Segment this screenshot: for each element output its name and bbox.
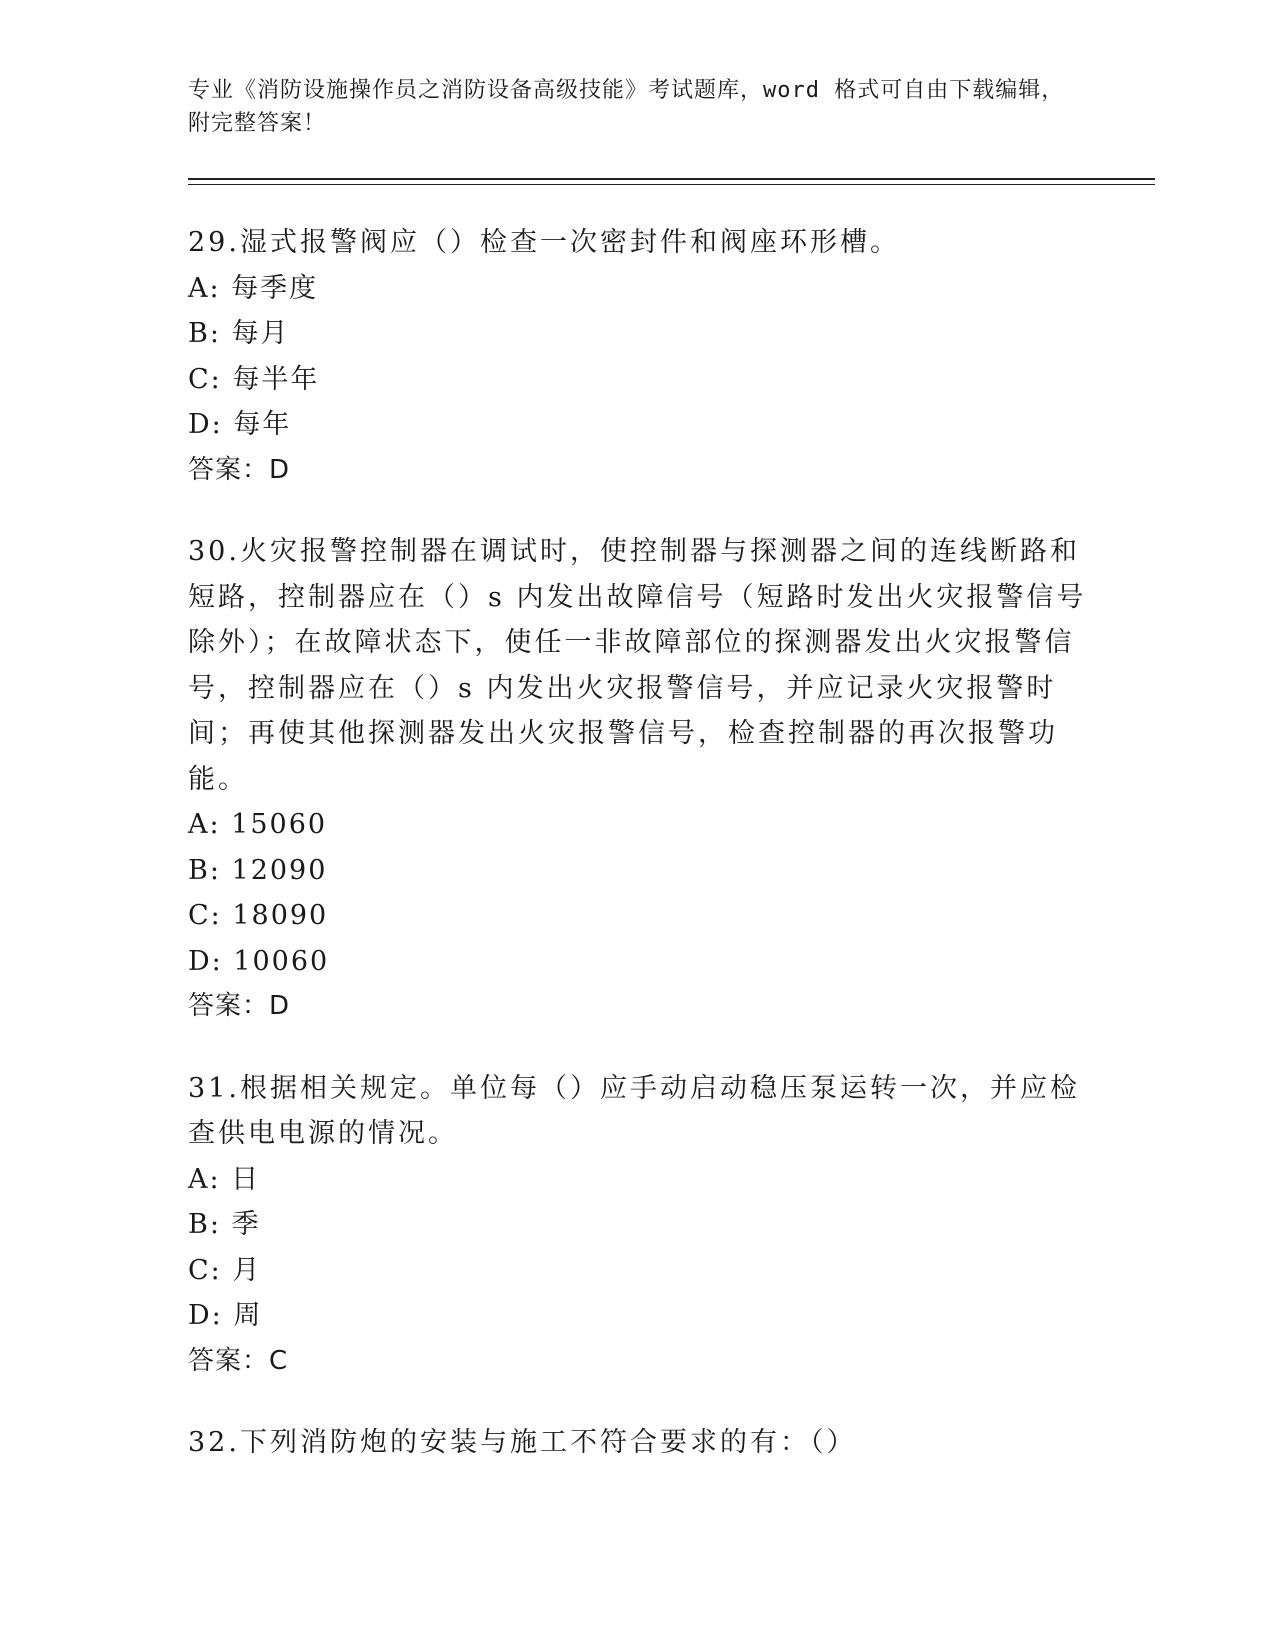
option-a: A: 15060 [188, 809, 328, 840]
question-30 [188, 529, 1088, 1030]
document-header: 专业《消防设施操作员之消防设备高级技能》考试题库，word 格式可自由下载编辑，附完整答案！ [188, 78, 1065, 136]
option-b: B: 每月 [188, 318, 290, 349]
option-d: D: 每年 [188, 409, 292, 440]
question-text: 31.根据相关规定。单位每（）应手动启动稳压泵运转一次，并应检查供电电源的情况。 [188, 1072, 1080, 1149]
answer: 答案：D [188, 454, 291, 485]
question-text: 30.火灾报警控制器在调试时，使控制器与探测器之间的连线断路和短路，控制器应在（）s 内发出故障信号（短路时发出火灾报警信号除外）；在故障状态下，使任一非故障部位的探测器发出火灾报警信号，控制器应在（）s 内发出火灾报警信号，并应记录火灾报警时间；再使其他探测器发出火灾报警信号，检查控制器的再次报警功能。 [188, 536, 1087, 795]
question-text: 29.湿式报警阀应（）检查一次密封件和阀座环形槽。 [188, 227, 900, 258]
question-list [188, 220, 1088, 1502]
question-29 [188, 220, 1088, 493]
option-a: A: 每季度 [188, 272, 319, 304]
option-c: C: 月 [188, 1254, 262, 1286]
question-31 [188, 1066, 1088, 1385]
option-d: D: 周 [188, 1300, 263, 1331]
header-divider-thin [188, 184, 1155, 185]
option-c: C: 每半年 [188, 363, 320, 395]
option-d: D: 10060 [188, 945, 330, 977]
option-b: B: 季 [188, 1209, 261, 1240]
option-c: C: 18090 [188, 900, 329, 931]
option-a: A: 日 [188, 1163, 261, 1195]
answer: 答案：D [188, 991, 291, 1021]
answer: 答案：C [188, 1345, 289, 1376]
question-32 [188, 1420, 1088, 1466]
header-divider-thick [188, 178, 1155, 180]
option-b: B: 12090 [188, 854, 328, 886]
question-text: 32.下列消防炮的安装与施工不符合要求的有：（） [188, 1427, 857, 1458]
